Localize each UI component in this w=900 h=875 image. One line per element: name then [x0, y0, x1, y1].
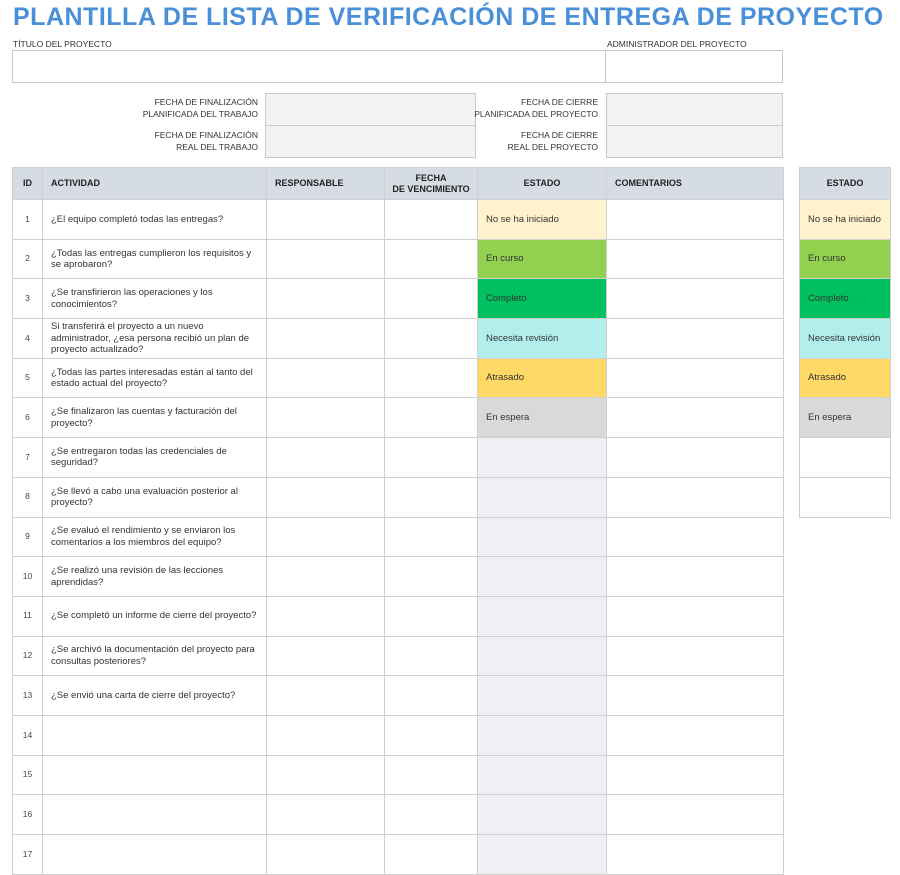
row-activity[interactable]: ¿Todas las entregas cumplieron los requisitos y se aprobaron?: [43, 239, 267, 279]
header-responsible: RESPONSABLE: [267, 168, 385, 200]
row-comments[interactable]: [607, 239, 784, 279]
row-status[interactable]: [478, 557, 607, 597]
real-close-field[interactable]: [606, 125, 783, 158]
table-row: [13, 319, 784, 359]
row-due-date[interactable]: [385, 279, 478, 319]
row-responsible[interactable]: [267, 636, 385, 676]
row-id: 6: [13, 398, 43, 438]
row-due-date[interactable]: [385, 715, 478, 755]
row-comments[interactable]: [607, 358, 784, 398]
row-status[interactable]: [478, 795, 607, 835]
row-activity[interactable]: Si transferirá el proyecto a un nuevo administrador, ¿esa persona recibió un plan de proyecto actualizado?: [43, 319, 267, 359]
project-manager-field[interactable]: [605, 50, 783, 83]
legend-row: [800, 279, 891, 319]
row-comments[interactable]: [607, 636, 784, 676]
row-responsible[interactable]: [267, 398, 385, 438]
row-responsible[interactable]: [267, 835, 385, 875]
row-status[interactable]: Completo: [478, 279, 607, 319]
row-id: 3: [13, 279, 43, 319]
table-row: [13, 755, 784, 795]
legend-item: [800, 477, 891, 517]
project-title-label: TÍTULO DEL PROYECTO: [13, 39, 112, 49]
row-activity[interactable]: [43, 715, 267, 755]
row-activity[interactable]: ¿Se envió una carta de cierre del proyecto?: [43, 676, 267, 716]
table-header-row: [13, 168, 784, 200]
row-comments[interactable]: [607, 517, 784, 557]
row-status[interactable]: En espera: [478, 398, 607, 438]
table-row: [13, 239, 784, 279]
row-due-date[interactable]: [385, 517, 478, 557]
row-status[interactable]: [478, 438, 607, 478]
row-due-date[interactable]: [385, 596, 478, 636]
row-comments[interactable]: [607, 438, 784, 478]
row-status[interactable]: [478, 477, 607, 517]
row-comments[interactable]: [607, 835, 784, 875]
planned-close-field[interactable]: [606, 93, 783, 126]
header-due-date: FECHA DE VENCIMIENTO: [385, 168, 478, 200]
row-status[interactable]: [478, 596, 607, 636]
row-id: 13: [13, 676, 43, 716]
row-responsible[interactable]: [267, 755, 385, 795]
row-id: 1: [13, 200, 43, 240]
project-title-field[interactable]: [12, 50, 606, 83]
table-row: [13, 715, 784, 755]
row-due-date[interactable]: [385, 319, 478, 359]
legend-row: [800, 477, 891, 517]
row-comments[interactable]: [607, 477, 784, 517]
row-id: 12: [13, 636, 43, 676]
row-id: 14: [13, 715, 43, 755]
row-responsible[interactable]: [267, 438, 385, 478]
row-due-date[interactable]: [385, 676, 478, 716]
row-responsible[interactable]: [267, 279, 385, 319]
row-status[interactable]: Necesita revisión: [478, 319, 607, 359]
row-activity[interactable]: ¿Se completó un informe de cierre del proyecto?: [43, 596, 267, 636]
row-id: 2: [13, 239, 43, 279]
row-due-date[interactable]: [385, 438, 478, 478]
legend-row: [800, 319, 891, 359]
row-activity[interactable]: [43, 755, 267, 795]
row-comments[interactable]: [607, 676, 784, 716]
row-comments[interactable]: [607, 398, 784, 438]
row-due-date[interactable]: [385, 200, 478, 240]
planned-work-end-label: FECHA DE FINALIZACIÓN PLANIFICADA DEL TRABAJO: [142, 97, 258, 119]
row-responsible[interactable]: [267, 715, 385, 755]
status-legend: [799, 167, 891, 518]
row-due-date[interactable]: [385, 795, 478, 835]
legend-row: [800, 239, 891, 279]
planned-close-label: FECHA DE CIERRE PLANIFICADA DEL PROYECTO: [474, 97, 598, 119]
row-activity[interactable]: ¿Se evaluó el rendimiento y se enviaron los comentarios a los miembros del equipo?: [43, 517, 267, 557]
table-row: [13, 517, 784, 557]
row-activity[interactable]: ¿Se llevó a cabo una evaluación posterior al proyecto?: [43, 477, 267, 517]
legend-item: No se ha iniciado: [800, 200, 891, 240]
table-row: [13, 358, 784, 398]
project-manager-label: ADMINISTRADOR DEL PROYECTO: [607, 39, 747, 49]
row-status[interactable]: [478, 517, 607, 557]
row-id: 16: [13, 795, 43, 835]
table-row: [13, 398, 784, 438]
row-status[interactable]: [478, 715, 607, 755]
row-comments[interactable]: [607, 319, 784, 359]
table-row: [13, 200, 784, 240]
row-due-date[interactable]: [385, 835, 478, 875]
row-due-date[interactable]: [385, 398, 478, 438]
row-activity[interactable]: [43, 835, 267, 875]
row-id: 11: [13, 596, 43, 636]
real-work-end-label: FECHA DE FINALIZACIÓN REAL DEL TRABAJO: [154, 130, 258, 152]
row-id: 10: [13, 557, 43, 597]
row-status[interactable]: [478, 755, 607, 795]
legend-item: Necesita revisión: [800, 319, 891, 359]
row-id: 4: [13, 319, 43, 359]
real-close-label: FECHA DE CIERRE REAL DEL PROYECTO: [507, 130, 598, 152]
row-comments[interactable]: [607, 715, 784, 755]
row-comments[interactable]: [607, 557, 784, 597]
checklist-table: [12, 167, 784, 875]
row-due-date[interactable]: [385, 477, 478, 517]
row-activity[interactable]: ¿El equipo completó todas las entregas?: [43, 200, 267, 240]
row-responsible[interactable]: [267, 477, 385, 517]
row-responsible[interactable]: [267, 319, 385, 359]
legend-row: [800, 398, 891, 438]
row-responsible[interactable]: [267, 795, 385, 835]
table-row: [13, 477, 784, 517]
row-status[interactable]: No se ha iniciado: [478, 200, 607, 240]
row-status[interactable]: [478, 676, 607, 716]
row-activity[interactable]: ¿Se realizó una revisión de las lecciones aprendidas?: [43, 557, 267, 597]
table-row: [13, 557, 784, 597]
row-responsible[interactable]: [267, 557, 385, 597]
row-status[interactable]: En curso: [478, 239, 607, 279]
legend-item: En espera: [800, 398, 891, 438]
row-responsible[interactable]: [267, 596, 385, 636]
row-id: 8: [13, 477, 43, 517]
row-activity[interactable]: ¿Se archivó la documentación del proyecto para consultas posteriores?: [43, 636, 267, 676]
row-activity[interactable]: ¿Todas las partes interesadas están al tanto del estado actual del proyecto?: [43, 358, 267, 398]
row-id: 7: [13, 438, 43, 478]
row-activity[interactable]: [43, 795, 267, 835]
table-row: [13, 835, 784, 875]
row-id: 15: [13, 755, 43, 795]
row-due-date[interactable]: [385, 239, 478, 279]
row-status[interactable]: [478, 835, 607, 875]
table-row: [13, 438, 784, 478]
header-activity: ACTIVIDAD: [43, 168, 267, 200]
row-comments[interactable]: [607, 795, 784, 835]
row-responsible[interactable]: [267, 358, 385, 398]
row-id: 5: [13, 358, 43, 398]
row-due-date[interactable]: [385, 755, 478, 795]
page-title: PLANTILLA DE LISTA DE VERIFICACIÓN DE ENTREGA DE PROYECTO: [13, 3, 884, 31]
legend-item: [800, 438, 891, 478]
row-responsible[interactable]: [267, 200, 385, 240]
row-comments[interactable]: [607, 279, 784, 319]
row-comments[interactable]: [607, 200, 784, 240]
row-id: 9: [13, 517, 43, 557]
table-row: [13, 676, 784, 716]
row-responsible[interactable]: [267, 517, 385, 557]
legend-header: ESTADO: [800, 168, 891, 200]
table-row: [13, 636, 784, 676]
row-due-date[interactable]: [385, 557, 478, 597]
row-due-date[interactable]: [385, 358, 478, 398]
header-status: ESTADO: [478, 168, 607, 200]
table-row: [13, 596, 784, 636]
row-due-date[interactable]: [385, 636, 478, 676]
header-comments: COMENTARIOS: [607, 168, 784, 200]
row-responsible[interactable]: [267, 676, 385, 716]
row-id: 17: [13, 835, 43, 875]
legend-item: Completo: [800, 279, 891, 319]
legend-row: [800, 200, 891, 240]
row-status[interactable]: Atrasado: [478, 358, 607, 398]
row-activity[interactable]: ¿Se transfirieron las operaciones y los conocimientos?: [43, 279, 267, 319]
legend-row: [800, 438, 891, 478]
table-row: [13, 795, 784, 835]
legend-item: Atrasado: [800, 358, 891, 398]
header-id: ID: [13, 168, 43, 200]
row-responsible[interactable]: [267, 239, 385, 279]
row-activity[interactable]: ¿Se finalizaron las cuentas y facturación del proyecto?: [43, 398, 267, 438]
row-comments[interactable]: [607, 596, 784, 636]
legend-item: En curso: [800, 239, 891, 279]
row-activity[interactable]: ¿Se entregaron todas las credenciales de seguridad?: [43, 438, 267, 478]
table-row: [13, 279, 784, 319]
row-comments[interactable]: [607, 755, 784, 795]
legend-row: [800, 358, 891, 398]
row-status[interactable]: [478, 636, 607, 676]
